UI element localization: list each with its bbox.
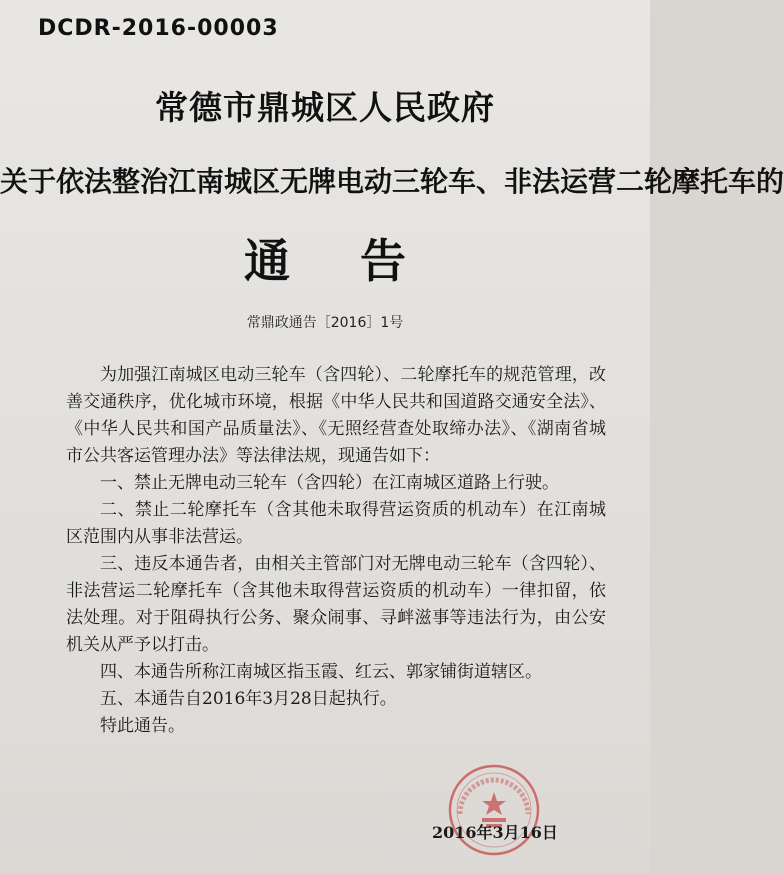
body-paragraph-item-3: 三、违反本通告者，由相关主管部门对无牌电动三轮车（含四轮）、非法营运二轮摩托车（含其他未取得营运资质的机动车）一律扣留，依法处理。对于阻碍执行公务、聚众闹事、寻衅滋事等违法行为，由公安机关从严予以打击。 [66,554,606,655]
body-paragraph-item-4: 四、本通告所称江南城区指玉霞、红云、郭家铺街道辖区。 [100,662,542,682]
issuing-authority-title: 常德市鼎城区人民政府 [155,88,495,127]
body-paragraph-item-5: 五、本通告自2016年3月28日起执行。 [100,689,397,709]
notice-subject-title: 关于依法整治江南城区无牌电动三轮车、非法运营二轮摩托车的 [0,165,784,198]
body-paragraph-item-1: 一、禁止无牌电动三轮车（含四轮）在江南城区道路上行驶。 [100,473,559,493]
document-type-heading: 通告 [244,234,476,288]
body-paragraph-item-2: 二、禁止二轮摩托车（含其他未取得营运资质的机动车）在江南城区范围内从事非法营运。 [66,500,606,547]
document-code: DCDR-2016-00003 [38,16,279,41]
notice-body [66,362,606,740]
body-paragraph-intro: 为加强江南城区电动三轮车（含四轮）、二轮摩托车的规范管理，改善交通秩序，优化城市环境，根据《中华人民共和国道路交通安全法》、《中华人民共和国产品质量法》、《无照经营查处取缔办法》、《湖南省城市公共客运管理办法》等法律法规，现通告如下： [66,365,606,466]
official-seal-stamp [446,762,542,858]
body-paragraph-closing: 特此通告。 [100,716,185,736]
document-number: 常鼎政通告［2016］1号 [246,315,404,331]
issue-date: 2016年3月16日 [432,823,558,842]
